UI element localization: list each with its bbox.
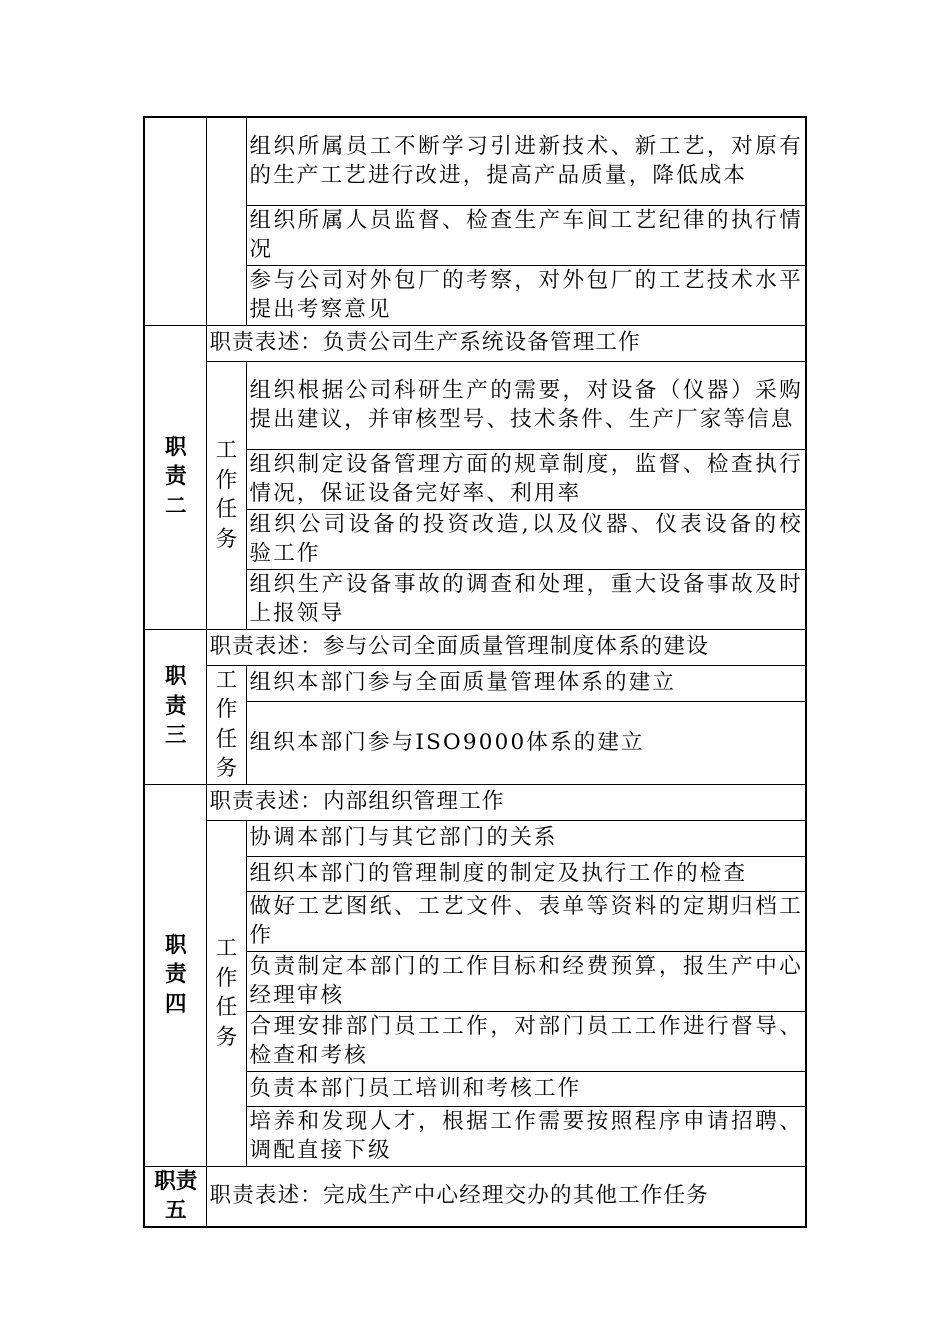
table-row: [144, 665, 806, 701]
task-cell: 组织根据公司科研生产的需要，对设备（仪器）采购提出建议，并审核型号、技术条件、生产厂家等信息: [246, 361, 806, 449]
task-cell: 组织公司设备的投资改造,以及仪器、仪表设备的校验工作: [246, 509, 806, 569]
duty-description-3: 职责表述：参与公司全面质量管理制度体系的建设: [206, 629, 806, 665]
table-row: [144, 325, 806, 361]
task-label-cell-continued: [206, 117, 246, 325]
task-cell: 培养和发现人才，根据工作需要按照程序申请招聘、调配直接下级: [246, 1106, 806, 1166]
task-cell: 组织生产设备事故的调查和处理，重大设备事故及时上报领导: [246, 569, 806, 629]
task-cell: 合理安排部门员工工作，对部门员工工作进行督导、检查和考核: [246, 1011, 806, 1071]
task-cell: 做好工艺图纸、工艺文件、表单等资料的定期归档工作: [246, 891, 806, 951]
duty-label-3: 职责三: [144, 629, 206, 784]
task-cell: 负责本部门员工培训和考核工作: [246, 1071, 806, 1106]
task-cell: 组织所属员工不断学习引进新技术、新工艺，对原有的生产工艺进行改进，提高产品质量，降低成本: [246, 117, 806, 205]
task-cell: 组织本部门参与ISO9000体系的建立: [246, 701, 806, 784]
duty-description-5: 职责表述：完成生产中心经理交办的其他工作任务: [206, 1166, 806, 1227]
table-row: [144, 820, 806, 856]
task-cell: 参与公司对外包厂的考察，对外包厂的工艺技术水平提出考察意见: [246, 265, 806, 325]
table-row: [144, 1166, 806, 1227]
duty-label-4: 职责四: [144, 784, 206, 1166]
task-cell: 组织所属人员监督、检查生产车间工艺纪律的执行情况: [246, 205, 806, 265]
task-cell: 负责制定本部门的工作目标和经费预算，报生产中心经理审核: [246, 951, 806, 1011]
task-cell: 组织本部门的管理制度的制定及执行工作的检查: [246, 856, 806, 891]
table-row: [144, 117, 806, 205]
task-label-2: 工作任务: [206, 361, 246, 629]
table-row: [144, 361, 806, 449]
duty-label-cell-continued: [144, 117, 206, 325]
task-cell: 协调本部门与其它部门的关系: [246, 820, 806, 856]
task-cell: 组织本部门参与全面质量管理体系的建立: [246, 665, 806, 701]
table-row: [144, 629, 806, 665]
duty-description-4: 职责表述：内部组织管理工作: [206, 784, 806, 820]
duty-label-5: 职责五: [144, 1166, 206, 1227]
task-cell: 组织制定设备管理方面的规章制度，监督、检查执行情况，保证设备完好率、利用率: [246, 449, 806, 509]
job-duties-table: [143, 116, 807, 1228]
task-label-3: 工作任务: [206, 665, 246, 784]
task-label-4: 工作任务: [206, 820, 246, 1166]
table-row: [144, 784, 806, 820]
duty-description-2: 职责表述：负责公司生产系统设备管理工作: [206, 325, 806, 361]
duty-label-2: 职责二: [144, 325, 206, 629]
